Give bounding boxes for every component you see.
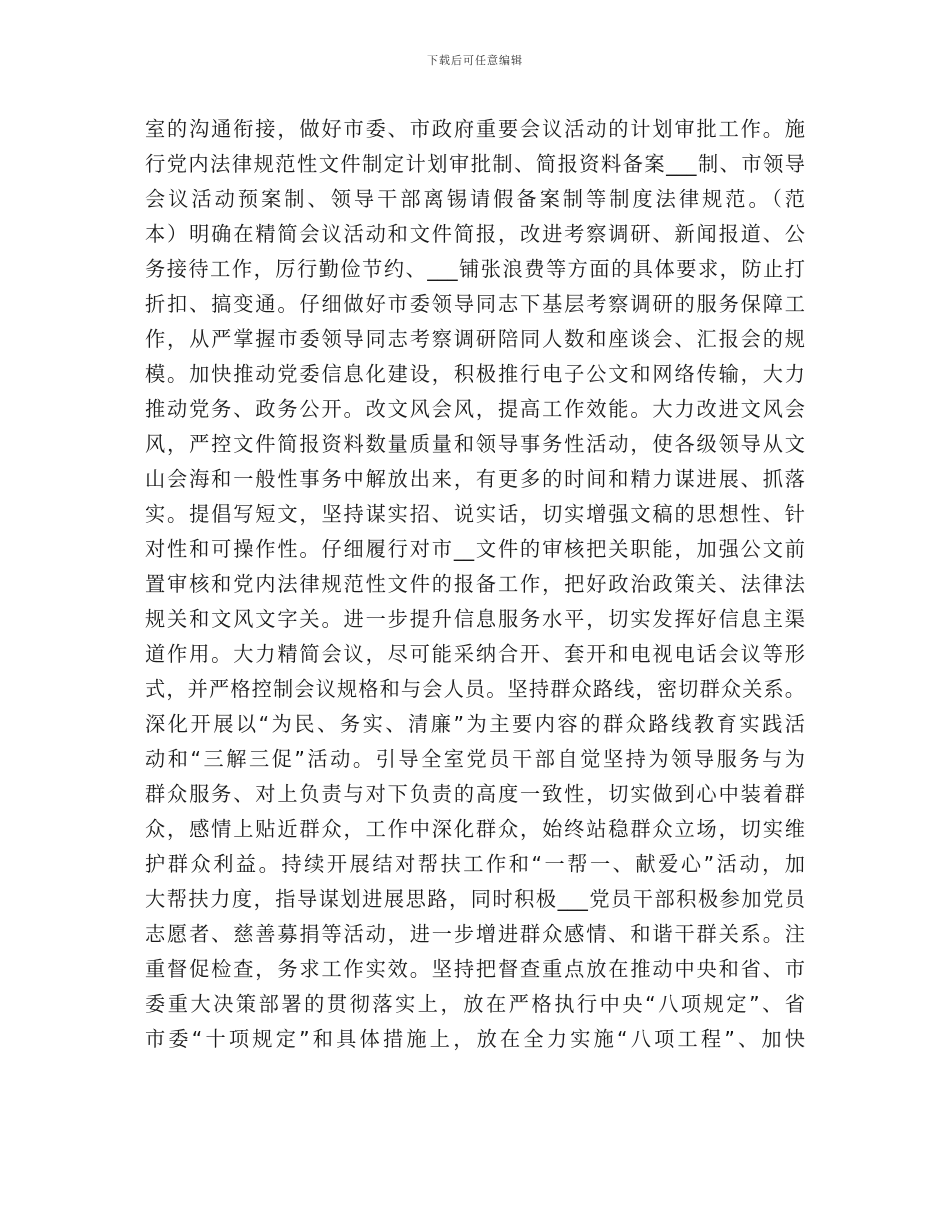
text-line: 折扣、搞变通。仔细做好市委领导同志下基层考察调研的服务保障工	[145, 292, 805, 316]
text-line: 志愿者、慈善募捐等活动，进一步增进群众感情、和谐干群关系。注	[145, 922, 805, 946]
text-line: 室的沟通衔接，做好市委、市政府重要会议活动的计划审批工作。施	[145, 117, 805, 141]
text-line: 规关和文风文字关。进一步提升信息服务水平，切实发挥好信息主渠	[145, 607, 805, 631]
text-line: 对性和可操作性。仔细履行对市__文件的审核把关职能，加强公文前	[145, 537, 805, 561]
page-header: 下载后可任意编辑	[427, 54, 523, 67]
text-line: 实。提倡写短文，坚持谋实招、说实话，切实增强文稿的思想性、针	[145, 502, 805, 526]
text-line: 推动党务、政务公开。改文风会风，提高工作效能。大力改进文风会	[145, 397, 805, 421]
text-line: 大帮扶力度，指导谋划进展思路，同时积极___党员干部积极参加党员	[145, 887, 805, 911]
text-line: 委重大决策部署的贯彻落实上，放在严格执行中央“八项规定”、省	[145, 992, 805, 1016]
text-line: 山会海和一般性事务中解放出来，有更多的时间和精力谋进展、抓落	[145, 467, 805, 491]
text-line: 式，并严格控制会议规格和与会人员。坚持群众路线，密切群众关系。	[145, 677, 805, 701]
text-line: 置审核和党内法律规范性文件的报备工作，把好政治政策关、法律法	[145, 572, 805, 596]
text-line: 会议活动预案制、领导干部离锡请假备案制等制度法律规范。（范	[145, 187, 805, 211]
text-line: 动和“三解三促”活动。引导全室党员干部自觉坚持为领导服务与为	[145, 747, 805, 771]
text-line: 深化开展以“为民、务实、清廉”为主要内容的群众路线教育实践活	[145, 712, 805, 736]
text-line: 道作用。大力精简会议，尽可能采纳合开、套开和电视电话会议等形	[145, 642, 805, 666]
text-line: 重督促检查，务求工作实效。坚持把督查重点放在推动中央和省、市	[145, 957, 805, 981]
text-line: 护群众利益。持续开展结对帮扶工作和“一帮一、献爱心”活动，加	[145, 852, 805, 876]
text-line: 市委“十项规定”和具体措施上，放在全力实施“八项工程”、加快	[145, 1027, 805, 1051]
text-line: 行党内法律规范性文件制定计划审批制、简报资料备案___制、市领导	[145, 152, 805, 176]
text-line: 群众服务、对上负责与对下负责的高度一致性，切实做到心中装着群	[145, 782, 805, 806]
text-line: 务接待工作，厉行勤俭节约、___铺张浪费等方面的具体要求，防止打	[145, 257, 805, 281]
text-line: 作，从严掌握市委领导同志考察调研陪同人数和座谈会、汇报会的规	[145, 327, 805, 351]
document-body	[145, 112, 805, 1057]
text-line: 本）明确在精简会议活动和文件简报，改进考察调研、新闻报道、公	[145, 222, 805, 246]
text-line: 模。加快推动党委信息化建设，积极推行电子公文和网络传输，大力	[145, 362, 805, 386]
text-line: 风，严控文件简报资料数量质量和领导事务性活动，使各级领导从文	[145, 432, 805, 456]
text-line: 众，感情上贴近群众，工作中深化群众，始终站稳群众立场，切实维	[145, 817, 805, 841]
